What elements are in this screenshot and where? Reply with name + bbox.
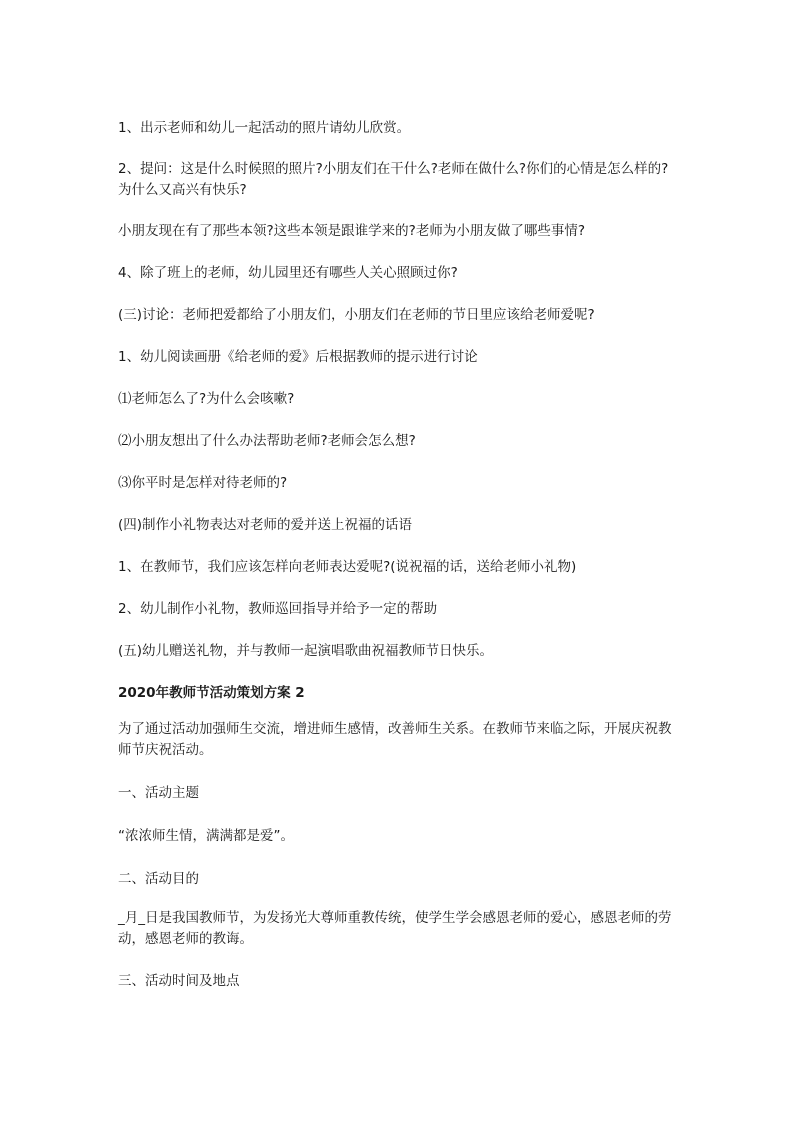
paragraph-make-gift: (四)制作小礼物表达对老师的爱并送上祝福的话语 [118,517,413,533]
heading-theme: 一、活动主题 [118,785,199,801]
paragraph-question: 2、提问：这是什么时候照的照片?小朋友们在干什么?老师在做什么?你们的心情是怎么样的?为什么又高兴有快乐? [118,161,669,198]
paragraph-show-photos: 1、出示老师和幼儿一起活动的照片请幼儿欣赏。 [118,120,411,136]
heading-time-place: 三、活动时间及地点 [118,973,240,989]
paragraph-read-album: 1、幼儿阅读画册《给老师的爱》后根据教师的提示进行讨论 [118,349,478,365]
paragraph-skills: 小朋友现在有了那些本领?这些本领是跟谁学来的?老师为小朋友做了哪些事情? [118,223,585,239]
paragraph-give-gifts: (五)幼儿赠送礼物，并与教师一起演唱歌曲祝福教师节日快乐。 [118,643,494,659]
paragraph-purpose: _月_日是我国教师节，为发扬光大尊师重教传统，使学生学会感恩老师的爱心，感恩老师的劳动，感恩老师的教诲。 [118,910,672,947]
heading-purpose: 二、活动目的 [118,871,199,887]
paragraph-theme: “浓浓师生情，满满都是爱”。 [118,828,294,844]
paragraph-discussion: (三)讨论：老师把爱都给了小朋友们，小朋友们在老师的节日里应该给老师爱呢? [118,307,595,323]
paragraph-express-love: 1、在教师节，我们应该怎样向老师表达爱呢?(说祝福的话，送给老师小礼物) [118,559,577,575]
paragraph-guidance: 2、幼儿制作小礼物，教师巡回指导并给予一定的帮助 [118,601,438,617]
section-title: 2020年教师节活动策划方案 2 [118,685,305,701]
paragraph-others-care: 4、除了班上的老师，幼儿园里还有哪些人关心照顾过你? [118,265,458,281]
paragraph-item-1: ⑴老师怎么了?为什么会咳嗽? [118,391,295,407]
paragraph-item-2: ⑵小朋友想出了什么办法帮助老师?老师会怎么想? [118,433,416,449]
paragraph-item-3: ⑶你平时是怎样对待老师的? [118,475,288,491]
paragraph-intro: 为了通过活动加强师生交流，增进师生感情，改善师生关系。在教师节来临之际，开展庆祝教师节庆祝活动。 [118,721,672,758]
